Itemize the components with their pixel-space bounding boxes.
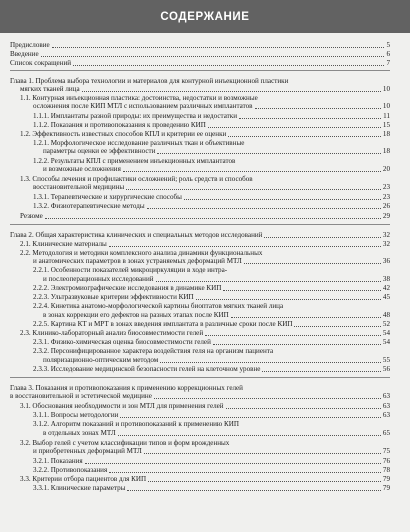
toc-entry: 1.1. Контурная инъекционная пластика: достоинства, недостатки и возможные: [20, 94, 258, 102]
toc-entry: 1.2.1. Морфологическое исследование различных ткан и объективные: [33, 139, 245, 147]
toc-entry: восстановительной медицины 23: [33, 183, 390, 191]
toc-entry: поляризационно-оптическим методом 55: [43, 356, 390, 364]
toc-entry: и приобретенных деформаций МТЛ 75: [33, 447, 390, 455]
toc-entry: 3.1. Обоснования необходимости и зон МТЛ для применения гелей 63: [20, 402, 390, 410]
toc-entry: 3.1.2. Алгоритм показаний и противопоказаний к применению КИП: [33, 420, 239, 428]
toc-entry: 2.2.4. Кинетика анатомо-морфологической картины биоптатов мягких тканей лица: [33, 302, 284, 310]
toc-entry: осложнения после КИП МТЛ с использованием различных имплантатов 10: [33, 102, 390, 110]
toc-entry: 2.2.1. Особенности показателей микроциркуляции в ходе интра-: [33, 266, 228, 274]
toc-entry: 1.2. Эффективность известных способов КПЛ и критерии ее оценки 18: [20, 130, 390, 138]
toc-entry: в зонах коррекции его дефектов на разных этапах после КИП 48: [43, 311, 390, 319]
toc-entry: в восстановительной и эстетической медицине 63: [10, 392, 390, 400]
toc-entry: 3.2.1. Показания 76: [33, 457, 390, 465]
toc-entry: 2.3.3. Исследование медицинской безопасности гелей на клеточном уровне 56: [33, 365, 390, 373]
toc-entry: 2.2.3. Ультразвуковые критерии эффективности КИП 45: [33, 293, 390, 301]
toc-entry: 3.1.1. Вопросы методологии 63: [33, 411, 390, 419]
toc-entry: и послеоперационных исследований 38: [43, 275, 390, 283]
toc-entry: 1.3.1. Терапевтические и хирургические способы 23: [33, 193, 390, 201]
toc-entry: 1.3. Способы лечения и профилактики осложнений; роль средств и способов: [20, 175, 253, 183]
toc-entry: и анатомических параметров в зонах устраняемых деформаций МТЛ 36: [33, 257, 390, 265]
toc-entry: 2.1. Клинические материалы 32: [20, 240, 390, 248]
toc-entry: 1.1.1. Имплантаты разной природы: их преимущества и недостатки 11: [33, 112, 390, 120]
toc-entry: 3.2. Выбор гелей с учетом классификации типов и форм врожденных: [20, 439, 230, 447]
toc-entry: 1.1.2. Показания и противопоказания к проведению КИП 15: [33, 121, 390, 129]
section-divider: [10, 377, 390, 378]
toc-entry: 2.3.2. Персонифицированное характера воздействия геля на организм пациента: [33, 347, 274, 355]
toc-entry: Введение 6: [10, 50, 390, 58]
toc-entry: 2.3.1. Физико-химическая оценка биосовместимости гелей 54: [33, 338, 390, 346]
toc-entry: и возможные осложнения 20: [43, 165, 390, 173]
toc-entry: 3.3.1. Клинические параметры 79: [33, 484, 390, 492]
toc-entry: 3.2.2. Противопоказания 78: [33, 466, 390, 474]
toc-entry: 2.2.5. Картина КТ и МРТ в зонах введения имплантата в различные сроки после КИП 52: [33, 320, 390, 328]
toc-entry: Предисловие 5: [10, 41, 390, 49]
toc-entry: мягких тканей лица 10: [20, 85, 390, 93]
toc-entry: 1.2.2. Результаты КПЛ с применением инъекционных имплантатов: [33, 157, 236, 165]
section-divider: [10, 70, 390, 71]
page-title: СОДЕРЖАНИЕ: [160, 11, 250, 23]
section-divider: [10, 224, 390, 225]
chapter-heading: Глава 1. Проблема выбора технологии и материалов для контурной инъекционной пластики: [10, 77, 289, 85]
toc-entry: 1.3.2. Физиотерапевтические методы 26: [33, 202, 390, 210]
toc-entry: Список сокращений 7: [10, 59, 390, 67]
toc-entry: параметры оценки ее эффективности 18: [43, 147, 390, 155]
chapter-heading: Глава 3. Показания и противопоказания к применению коррекционных гелей: [10, 384, 243, 392]
toc-entry: 2.3. Клинико-лабораторный анализ биосовместимости гелей 54: [20, 329, 390, 337]
chapter-heading: Глава 2. Общая характеристика клинических и специальных методов исследований 32: [10, 231, 390, 239]
toc-entry: 3.3. Критерии отбора пациентов для КИП 79: [20, 475, 390, 483]
toc-entry: 2.2.2. Электромиографические исследования в динамике КИП 42: [33, 284, 390, 292]
toc-entry: в отдельных зонах МТЛ 65: [43, 429, 390, 437]
toc-entry: 2.2. Методология и методики комплексного анализа динамики функциональных: [20, 249, 263, 257]
toc-entry: Резюме 29: [20, 212, 390, 220]
